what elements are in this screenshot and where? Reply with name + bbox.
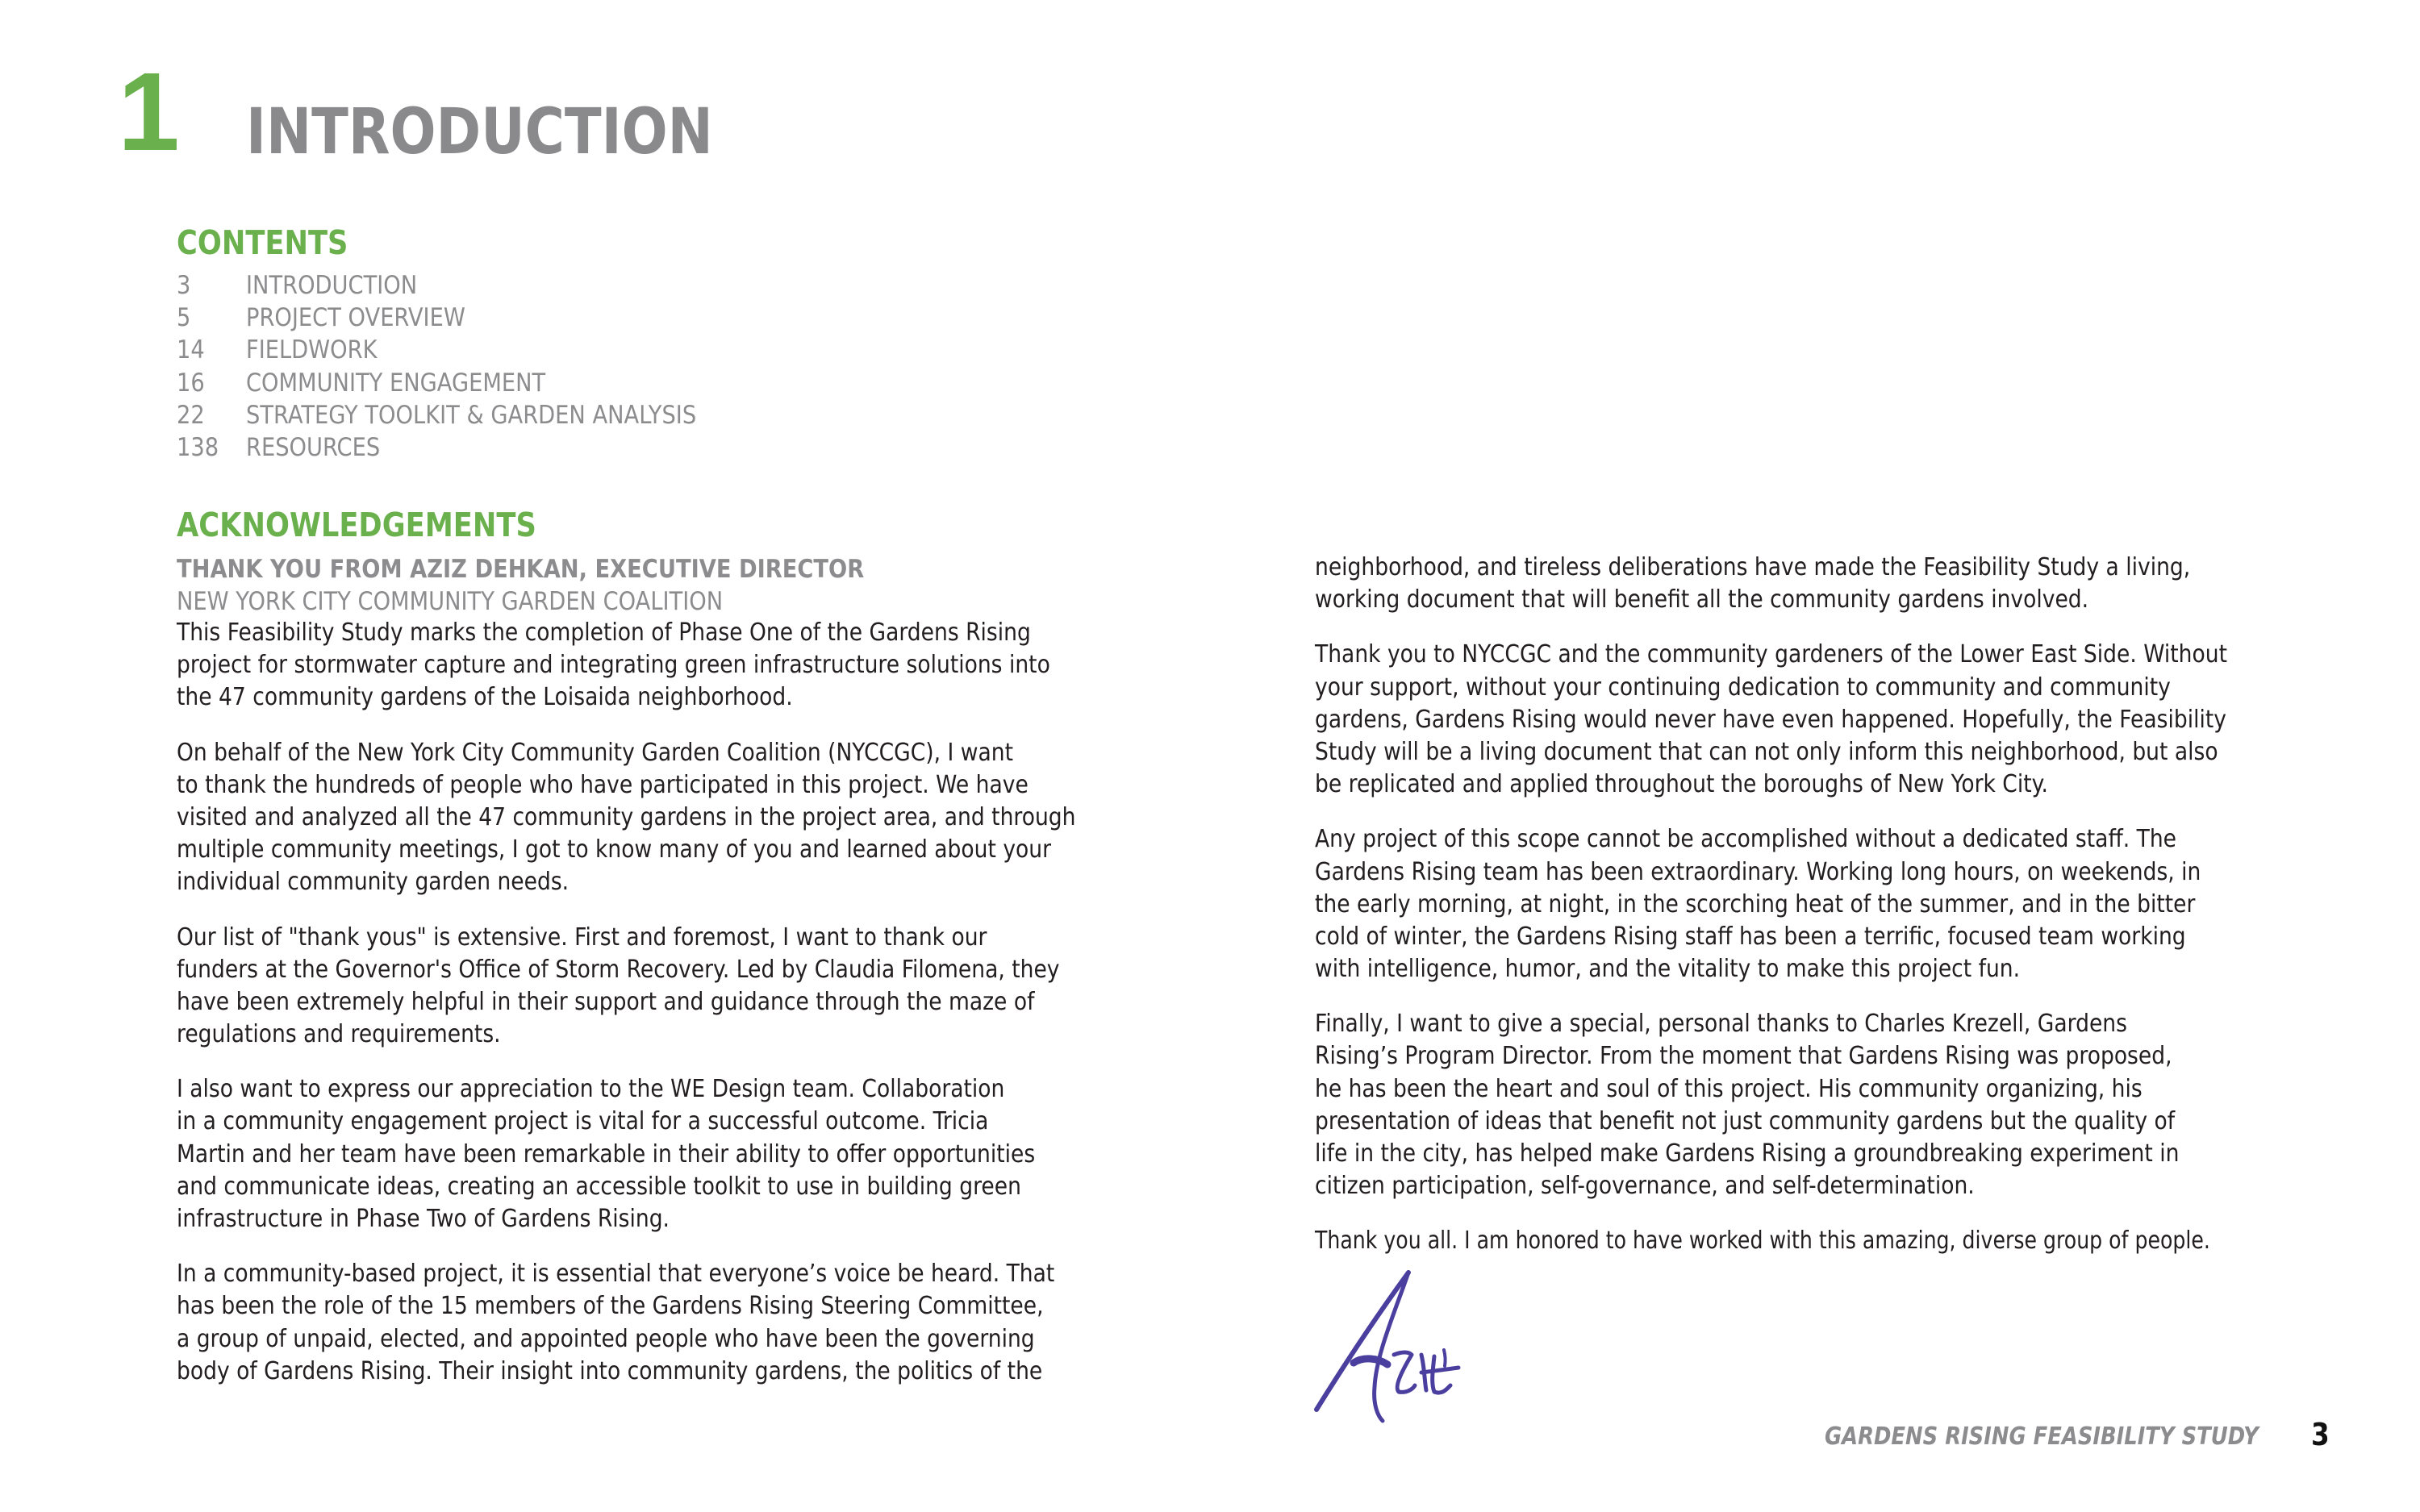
chapter-title: INTRODUCTION (246, 96, 713, 169)
text-line: Finally, I want to give a special, personal thanks to Charles Krezell, Gardens (1315, 1010, 2127, 1039)
letter-paragraph (177, 1073, 1192, 1235)
toc-page-number: 16 (177, 368, 205, 398)
toc-page-number: 14 (177, 335, 205, 365)
acknowledgements-heading: ACKNOWLEDGEMENTS (177, 506, 536, 544)
text-line: he has been the heart and soul of this project. His community organizing, his (1315, 1074, 2143, 1103)
text-line: have been extremely helpful in their support and guidance through the maze of (177, 987, 1035, 1016)
toc-title: STRATEGY TOOLKIT & GARDEN ANALYSIS (246, 400, 697, 430)
toc-title: COMMUNITY ENGAGEMENT (246, 368, 546, 398)
text-line: working document that will benefit all the community gardens involved. (1315, 585, 2089, 614)
letter-paragraph (1315, 639, 2380, 801)
letter-left-column (177, 617, 1192, 1410)
text-line: cold of winter, the Gardens Rising staff has been a terrific, focused team working (1315, 922, 2186, 951)
toc-title: INTRODUCTION (246, 271, 418, 300)
text-line: body of Gardens Rising. Their insight into community gardens, the politics of the (177, 1356, 1043, 1385)
text-line: individual community garden needs. (177, 868, 570, 897)
letter-right-column (1315, 552, 2380, 1281)
toc-title: PROJECT OVERVIEW (246, 303, 465, 333)
toc-title: FIELDWORK (246, 335, 378, 365)
text-line: in a community engagement project is vital for a successful outcome. Tricia (177, 1107, 989, 1136)
toc-page-number: 138 (177, 432, 219, 462)
text-line: Any project of this scope cannot be accomplished without a dedicated staff. The (1315, 825, 2177, 854)
letter-paragraph (1315, 823, 2380, 985)
acknowledgements-organization: NEW YORK CITY COMMUNITY GARDEN COALITION (177, 587, 724, 616)
contents-heading: CONTENTS (177, 223, 348, 262)
text-line: On behalf of the New York City Community Garden Coalition (NYCCGC), I want (177, 738, 1013, 767)
text-line: your support, without your continuing dedication to community and community (1315, 673, 2171, 702)
text-line: citizen participation, self-governance, and self-determination. (1315, 1172, 1975, 1201)
text-line: funders at the Governor's Office of Storm Recovery. Led by Claudia Filomena, they (177, 955, 1060, 984)
text-line: the 47 community gardens of the Loisaida neighborhood. (177, 683, 793, 712)
text-line: and communicate ideas, creating an accessible toolkit to use in building green (177, 1172, 1021, 1201)
acknowledgements-byline: THANK YOU FROM AZIZ DEHKAN, EXECUTIVE DIRECTOR (177, 555, 865, 584)
text-line: Our list of "thank yous" is extensive. First and foremost, I want to thank our (177, 923, 987, 952)
letter-paragraph (177, 737, 1192, 899)
text-line: This Feasibility Study marks the completion of Phase One of the Gardens Rising (177, 619, 1031, 647)
letter-paragraph (1315, 1008, 2380, 1202)
text-line: Study will be a living document that can not only inform this neighborhood, but also (1315, 737, 2218, 766)
text-line: gardens, Gardens Rising would never have even happened. Hopefully, the Feasibility (1315, 705, 2226, 734)
text-line: visited and analyzed all the 47 community gardens in the project area, and through (177, 802, 1076, 831)
toc-page-number: 22 (177, 400, 205, 430)
text-line: with intelligence, humor, and the vitality to make this project fun. (1315, 955, 2021, 984)
text-line: neighborhood, and tireless deliberations have made the Feasibility Study a living, (1315, 553, 2191, 581)
text-line: regulations and requirements. (177, 1020, 501, 1049)
text-line: multiple community meetings, I got to know many of you and learned about your (177, 835, 1052, 864)
chapter-number: 1 (118, 50, 177, 174)
text-line: to thank the hundreds of people who have participated in this project. We have (177, 770, 1028, 799)
signature-icon (1313, 1266, 1483, 1427)
text-line: infrastructure in Phase Two of Gardens Rising. (177, 1205, 670, 1233)
text-line: the early morning, at night, in the scorching heat of the summer, and in the bitter (1315, 889, 2196, 918)
text-line: be replicated and applied throughout the boroughs of New York City. (1315, 770, 2048, 799)
text-line: project for stormwater capture and integrating green infrastructure solutions into (177, 651, 1050, 680)
text-line: presentation of ideas that benefit not just community gardens but the quality of (1315, 1106, 2176, 1135)
text-line: Gardens Rising team has been extraordinary. Working long hours, on weekends, in (1315, 857, 2201, 886)
footer-document-title: GARDENS RISING FEASIBILITY STUDY (1825, 1422, 2259, 1451)
letter-paragraph (1315, 552, 2380, 616)
letter-paragraph (177, 922, 1192, 1052)
text-line: In a community-based project, it is essential that everyone’s voice be heard. That (177, 1260, 1055, 1289)
text-line: Rising’s Program Director. From the moment that Gardens Rising was proposed, (1315, 1042, 2172, 1071)
page-number: 3 (2311, 1417, 2330, 1452)
toc-page-number: 5 (177, 303, 191, 333)
text-line: Thank you to NYCCGC and the community gardeners of the Lower East Side. Without (1315, 640, 2228, 669)
text-line: has been the role of the 15 members of the Gardens Rising Steering Committee, (177, 1292, 1044, 1321)
text-line: I also want to express our appreciation to the WE Design team. Collaboration (177, 1075, 1005, 1104)
text-line: a group of unpaid, elected, and appointed people who have been the governing (177, 1324, 1035, 1353)
text-line: Martin and her team have been remarkable in their ability to offer opportunities (177, 1139, 1036, 1168)
toc-page-number: 3 (177, 271, 191, 300)
letter-paragraph (177, 1258, 1192, 1388)
letter-paragraph (1315, 1225, 2380, 1257)
toc-title: RESOURCES (246, 432, 381, 462)
text-line: Thank you all. I am honored to have worked with this amazing, diverse group of people. (1315, 1227, 2210, 1256)
letter-paragraph (177, 617, 1192, 714)
text-line: life in the city, has helped make Gardens Rising a groundbreaking experiment in (1315, 1139, 2180, 1168)
